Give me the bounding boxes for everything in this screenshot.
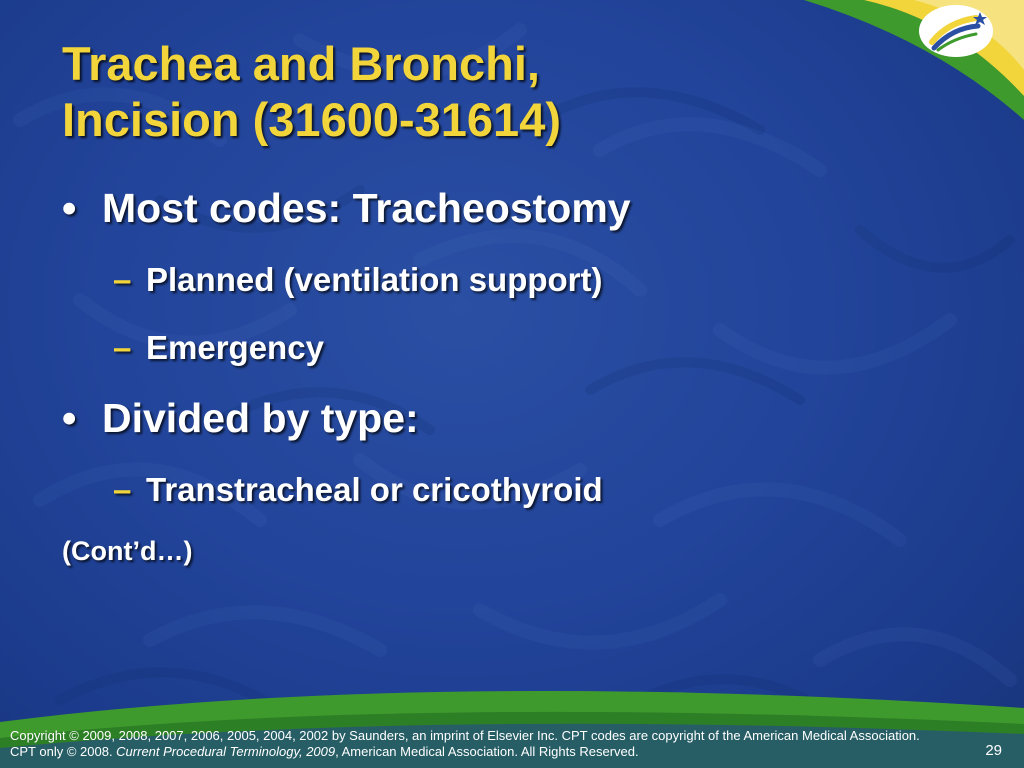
sub-bullet-item	[113, 470, 603, 510]
copyright-footer	[10, 728, 940, 760]
copyright-text-2: , American Medical Association. All Rights Reserved.	[335, 744, 639, 759]
sub-bullet-text: Transtracheal or cricothyroid	[146, 471, 603, 508]
title-line-1: Trachea and Bronchi,	[62, 37, 540, 90]
sub-bullet-item	[113, 260, 603, 300]
bullet-marker: •	[62, 185, 77, 231]
sub-bullet-item	[113, 328, 324, 368]
bullet-item	[62, 184, 631, 232]
sub-bullet-text: Emergency	[146, 329, 324, 366]
copyright-italic-text: Current Procedural Terminology, 2009	[116, 744, 336, 759]
bullet-text: Most codes: Tracheostomy	[102, 185, 631, 231]
copyright-text-1: Copyright © 2009, 2008, 2007, 2006, 2005, 2004, 2002 by Saunders, an imprint of Elsevier Inc. CPT codes are copyright of the American Medical Association. CPT only © 2008.	[10, 728, 920, 759]
page-number: 29	[985, 742, 1002, 759]
dash-marker: –	[113, 329, 132, 366]
dash-marker: –	[113, 261, 132, 298]
title-line-2: Incision (31600-31614)	[62, 93, 561, 146]
bullet-text: Divided by type:	[102, 395, 419, 441]
bullet-marker: •	[62, 395, 77, 441]
continued-label: (Cont’d…)	[62, 536, 193, 566]
sub-bullet-text: Planned (ventilation support)	[146, 261, 603, 298]
bullet-item	[62, 394, 419, 442]
dash-marker: –	[113, 471, 132, 508]
